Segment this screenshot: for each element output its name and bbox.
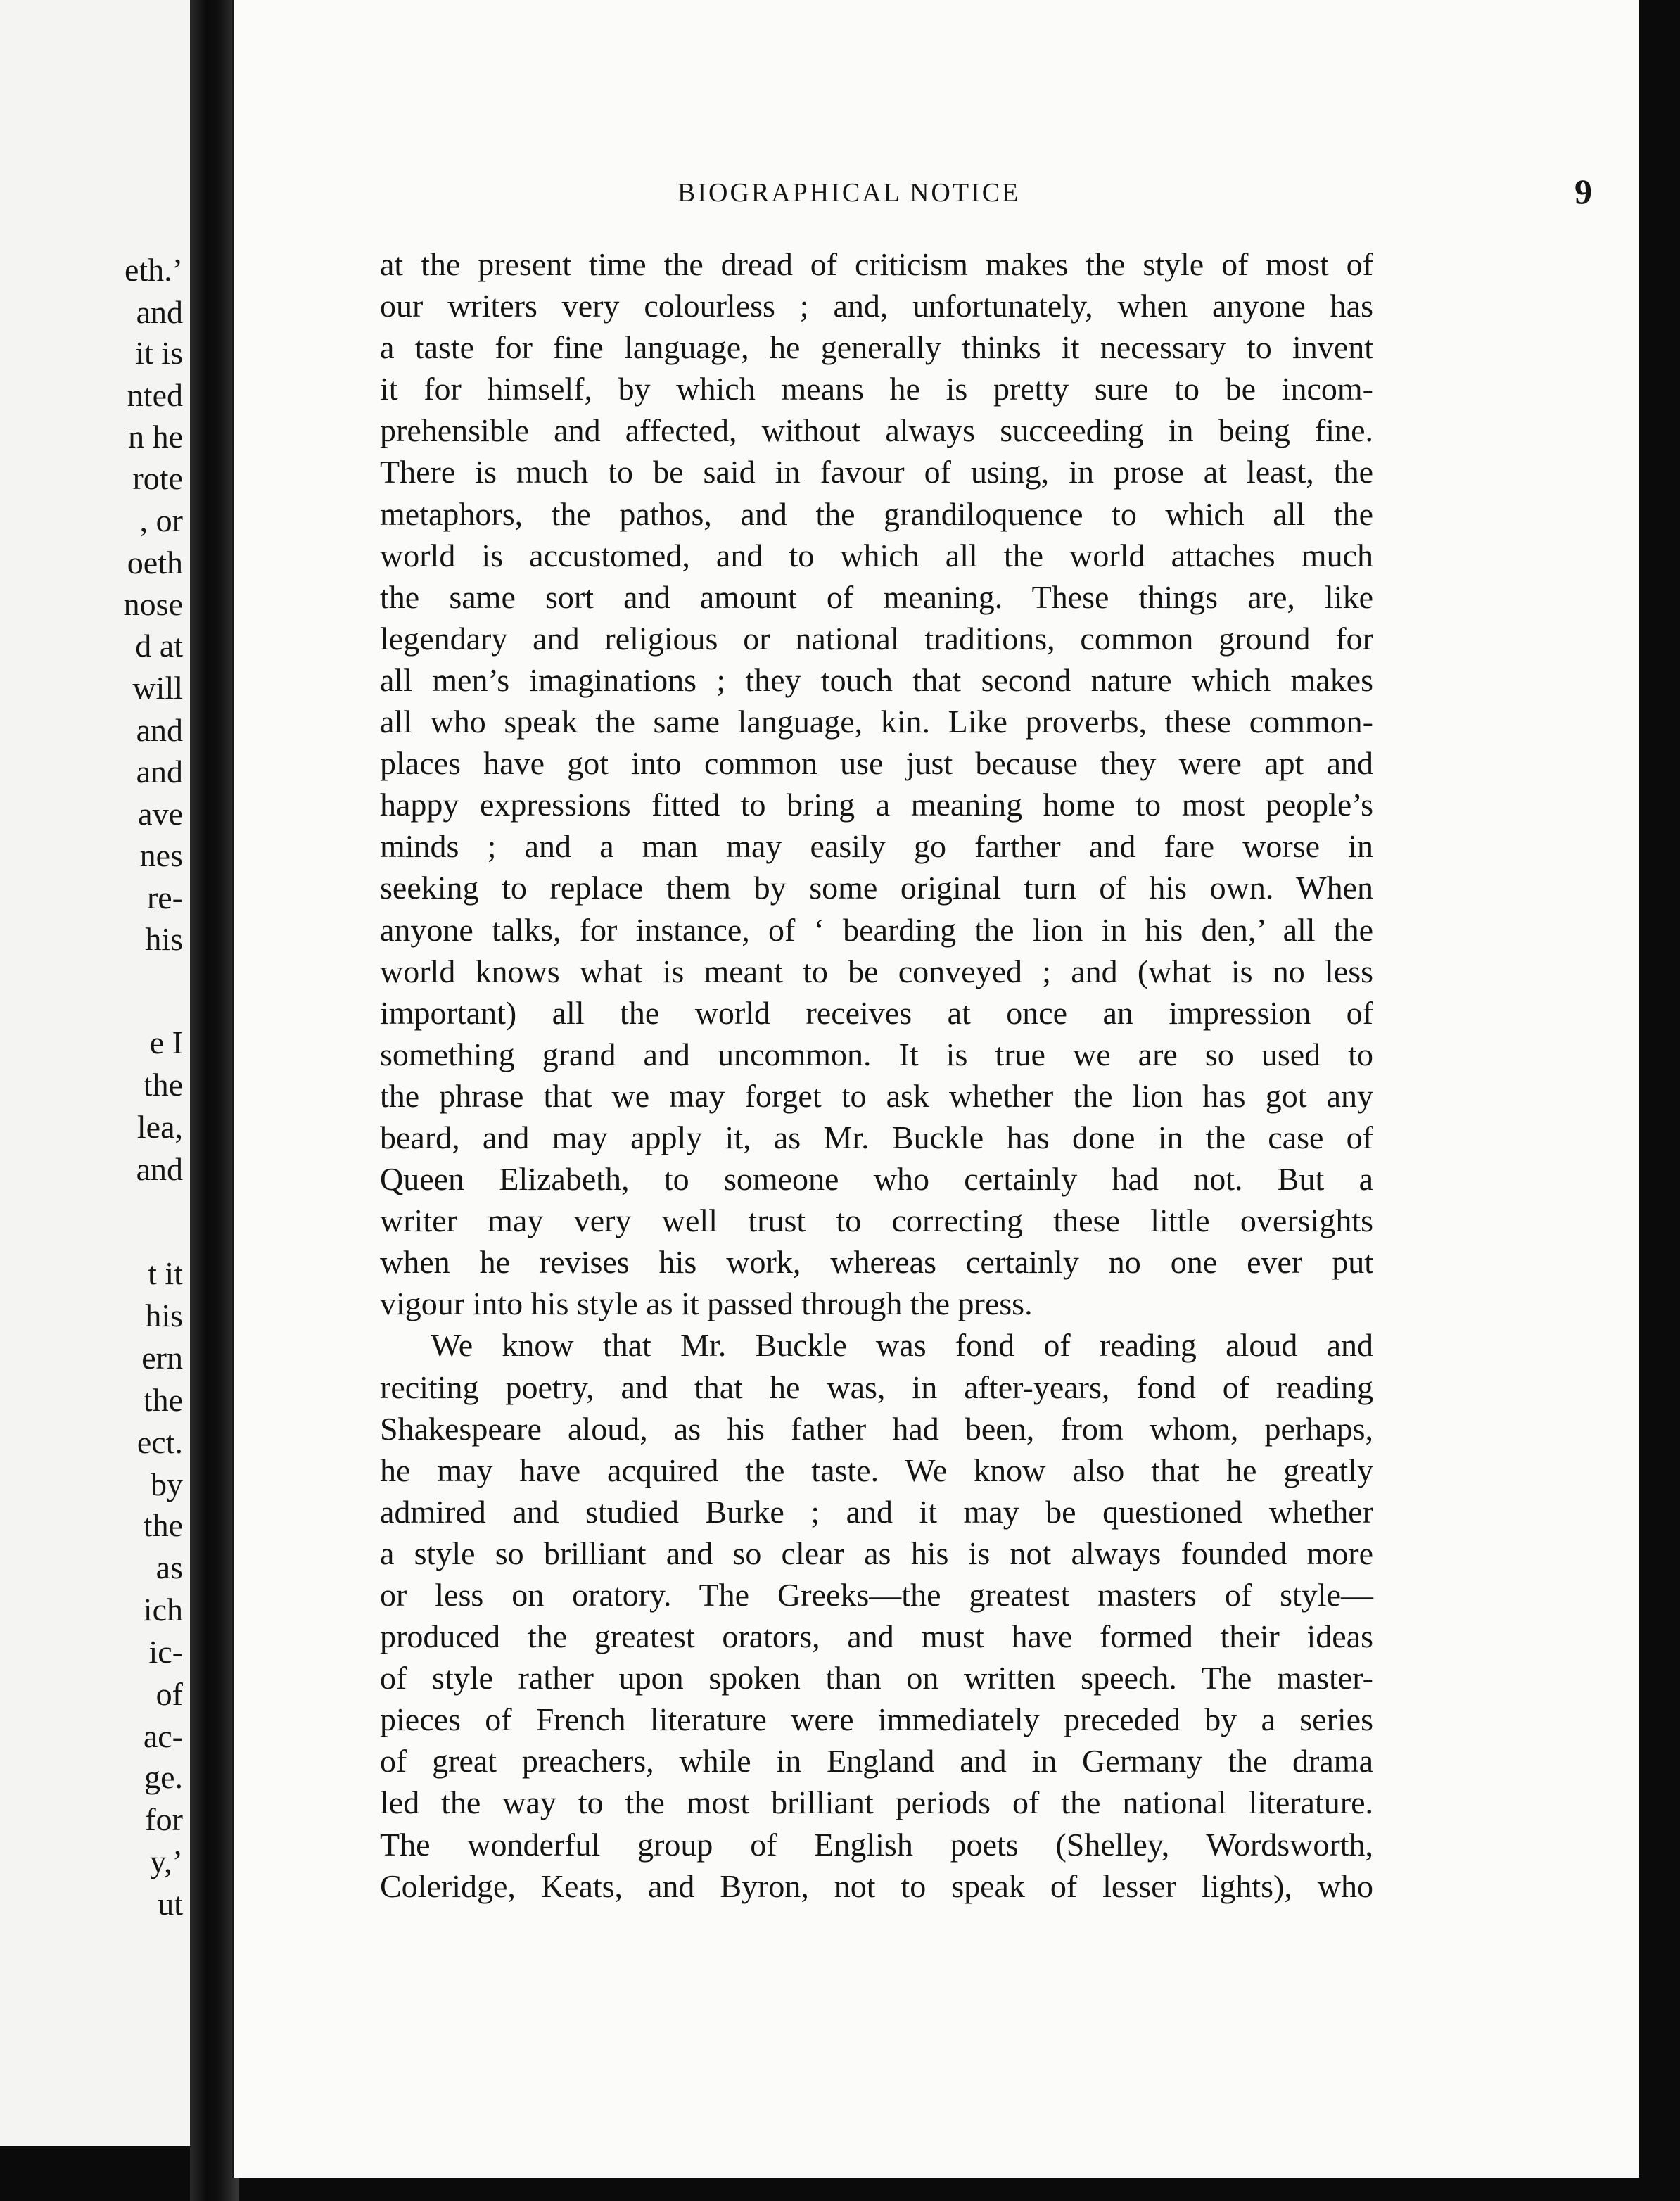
text-line: Queen Elizabeth, to someone who certainly had not. But a <box>380 1161 1373 1198</box>
left-page-line: and <box>136 754 183 789</box>
text-line: beard, and may apply it, as Mr. Buckle has done in the case of <box>380 1119 1373 1155</box>
left-page-line: by <box>151 1466 183 1502</box>
left-page-line: the <box>143 1067 183 1103</box>
left-page-line: and <box>136 1151 183 1187</box>
text-line: There is much to be said in favour of using, in prose at least, the <box>380 454 1373 490</box>
left-page-line: nted <box>127 377 183 413</box>
text-line: writer may very well trust to correcting these little oversights <box>380 1203 1373 1239</box>
left-page-line: and <box>136 294 183 330</box>
left-page-line: ge. <box>144 1759 183 1795</box>
text-line: world is accustomed, and to which all the world attaches much <box>380 537 1373 573</box>
text-line: our writers very colourless ; and, unfortunately, when anyone has <box>380 288 1373 324</box>
left-page-fragment <box>0 0 193 2146</box>
text-line: all who speak the same language, kin. Like proverbs, these common- <box>380 704 1373 740</box>
text-line: something grand and uncommon. It is true we are so used to <box>380 1036 1373 1072</box>
text-line: or less on oratory. The Greeks—the greatest masters of style— <box>380 1577 1373 1613</box>
left-page-line: oeth <box>127 545 183 581</box>
left-page-line: , or <box>139 502 183 538</box>
left-page-line: ut <box>158 1886 183 1922</box>
left-page-line: ect. <box>136 1424 183 1460</box>
page-number: 9 <box>1574 172 1592 211</box>
left-page-line: it is <box>135 335 183 371</box>
text-line: Shakespeare aloud, as his father had been, from whom, perhaps, <box>380 1410 1373 1447</box>
text-line: We know that Mr. Buckle was fond of reading aloud and <box>431 1327 1373 1364</box>
left-page-line: will <box>132 670 183 706</box>
left-page-line: ac- <box>143 1718 183 1754</box>
text-line: pieces of French literature were immediately preceded by a series <box>380 1701 1373 1738</box>
left-page-line: re- <box>146 880 183 915</box>
left-page-line: eth.’ <box>124 252 183 288</box>
text-line: places have got into common use just because they were apt and <box>380 745 1373 782</box>
left-page-line: ave <box>138 796 183 832</box>
text-line: The wonderful group of English poets (Shelley, Wordsworth, <box>380 1826 1373 1863</box>
text-line: admired and studied Burke ; and it may be questioned whether <box>380 1493 1373 1530</box>
left-page-line: and <box>136 712 183 748</box>
left-page-line: his <box>145 1298 183 1333</box>
left-page-line: n he <box>128 419 183 455</box>
left-page-line: nes <box>139 837 183 873</box>
text-line: important) all the world receives at once an impression of <box>380 994 1373 1031</box>
left-page-line: y,’ <box>150 1844 183 1879</box>
left-page-line: d at <box>135 628 183 664</box>
left-page-line: as <box>155 1549 183 1585</box>
text-line: minds ; and a man may easily go farther and fare worse in <box>380 828 1373 865</box>
text-line: vigour into his style as it passed through the press. <box>380 1286 1033 1322</box>
text-line: led the way to the most brilliant periods of the national literature. <box>380 1784 1373 1821</box>
left-page-line: ich <box>143 1592 183 1628</box>
left-page-line: the <box>143 1382 183 1418</box>
left-page-line: his <box>145 921 183 957</box>
left-page-line: e I <box>149 1025 183 1060</box>
left-page-line: of <box>155 1676 183 1712</box>
left-page-line: ern <box>141 1340 183 1376</box>
text-line: happy expressions fitted to bring a meaning home to most people’s <box>380 787 1373 823</box>
text-line: when he revises his work, whereas certainly no one ever put <box>380 1244 1373 1281</box>
text-line: seeking to replace them by some original turn of his own. When <box>380 870 1373 906</box>
text-line: he may have acquired the taste. We know also that he greatly <box>380 1452 1373 1488</box>
text-line: prehensible and affected, without always succeeding in being fine. <box>380 412 1373 449</box>
text-line: reciting poetry, and that he was, in after-years, fond of reading <box>380 1369 1373 1405</box>
left-page-line: the <box>143 1507 183 1543</box>
text-line: world knows what is meant to be conveyed ; and (what is no less <box>380 953 1373 989</box>
text-line: produced the greatest orators, and must have formed their ideas <box>380 1618 1373 1655</box>
left-page-line: rote <box>132 460 183 496</box>
text-line: anyone talks, for instance, of ‘ bearding the lion in his den,’ all the <box>380 911 1373 948</box>
text-line: at the present time the dread of criticism makes the style of most of <box>380 246 1373 282</box>
text-line: of great preachers, while in England and in Germany the drama <box>380 1743 1373 1780</box>
text-line: legendary and religious or national traditions, common ground for <box>380 620 1373 657</box>
text-line: metaphors, the pathos, and the grandiloquence to which all the <box>380 495 1373 532</box>
page-header <box>234 172 1641 214</box>
body-text <box>380 243 1373 1907</box>
text-line: of style rather upon spoken than on written speech. The master- <box>380 1660 1373 1696</box>
text-line: the same sort and amount of meaning. These things are, like <box>380 578 1373 615</box>
left-page-line: for <box>145 1801 183 1837</box>
text-line: all men’s imaginations ; they touch that second nature which makes <box>380 661 1373 698</box>
left-page-line: nose <box>123 586 183 622</box>
text-line: the phrase that we may forget to ask whether the lion has got any <box>380 1077 1373 1114</box>
page-edge-shadow <box>1639 0 1680 2201</box>
left-page-line: lea, <box>136 1109 183 1145</box>
text-line: a taste for fine language, he generally thinks it necessary to invent <box>380 329 1373 366</box>
text-line: Coleridge, Keats, and Byron, not to speak of lesser lights), who <box>380 1867 1373 1904</box>
running-head: BIOGRAPHICAL NOTICE <box>677 178 1021 208</box>
text-line: it for himself, by which means he is pretty sure to be incom- <box>380 371 1373 407</box>
left-page-line: t it <box>148 1255 183 1291</box>
text-line: a style so brilliant and so clear as his is not always founded more <box>380 1535 1373 1571</box>
left-page-line: ic- <box>148 1634 183 1670</box>
